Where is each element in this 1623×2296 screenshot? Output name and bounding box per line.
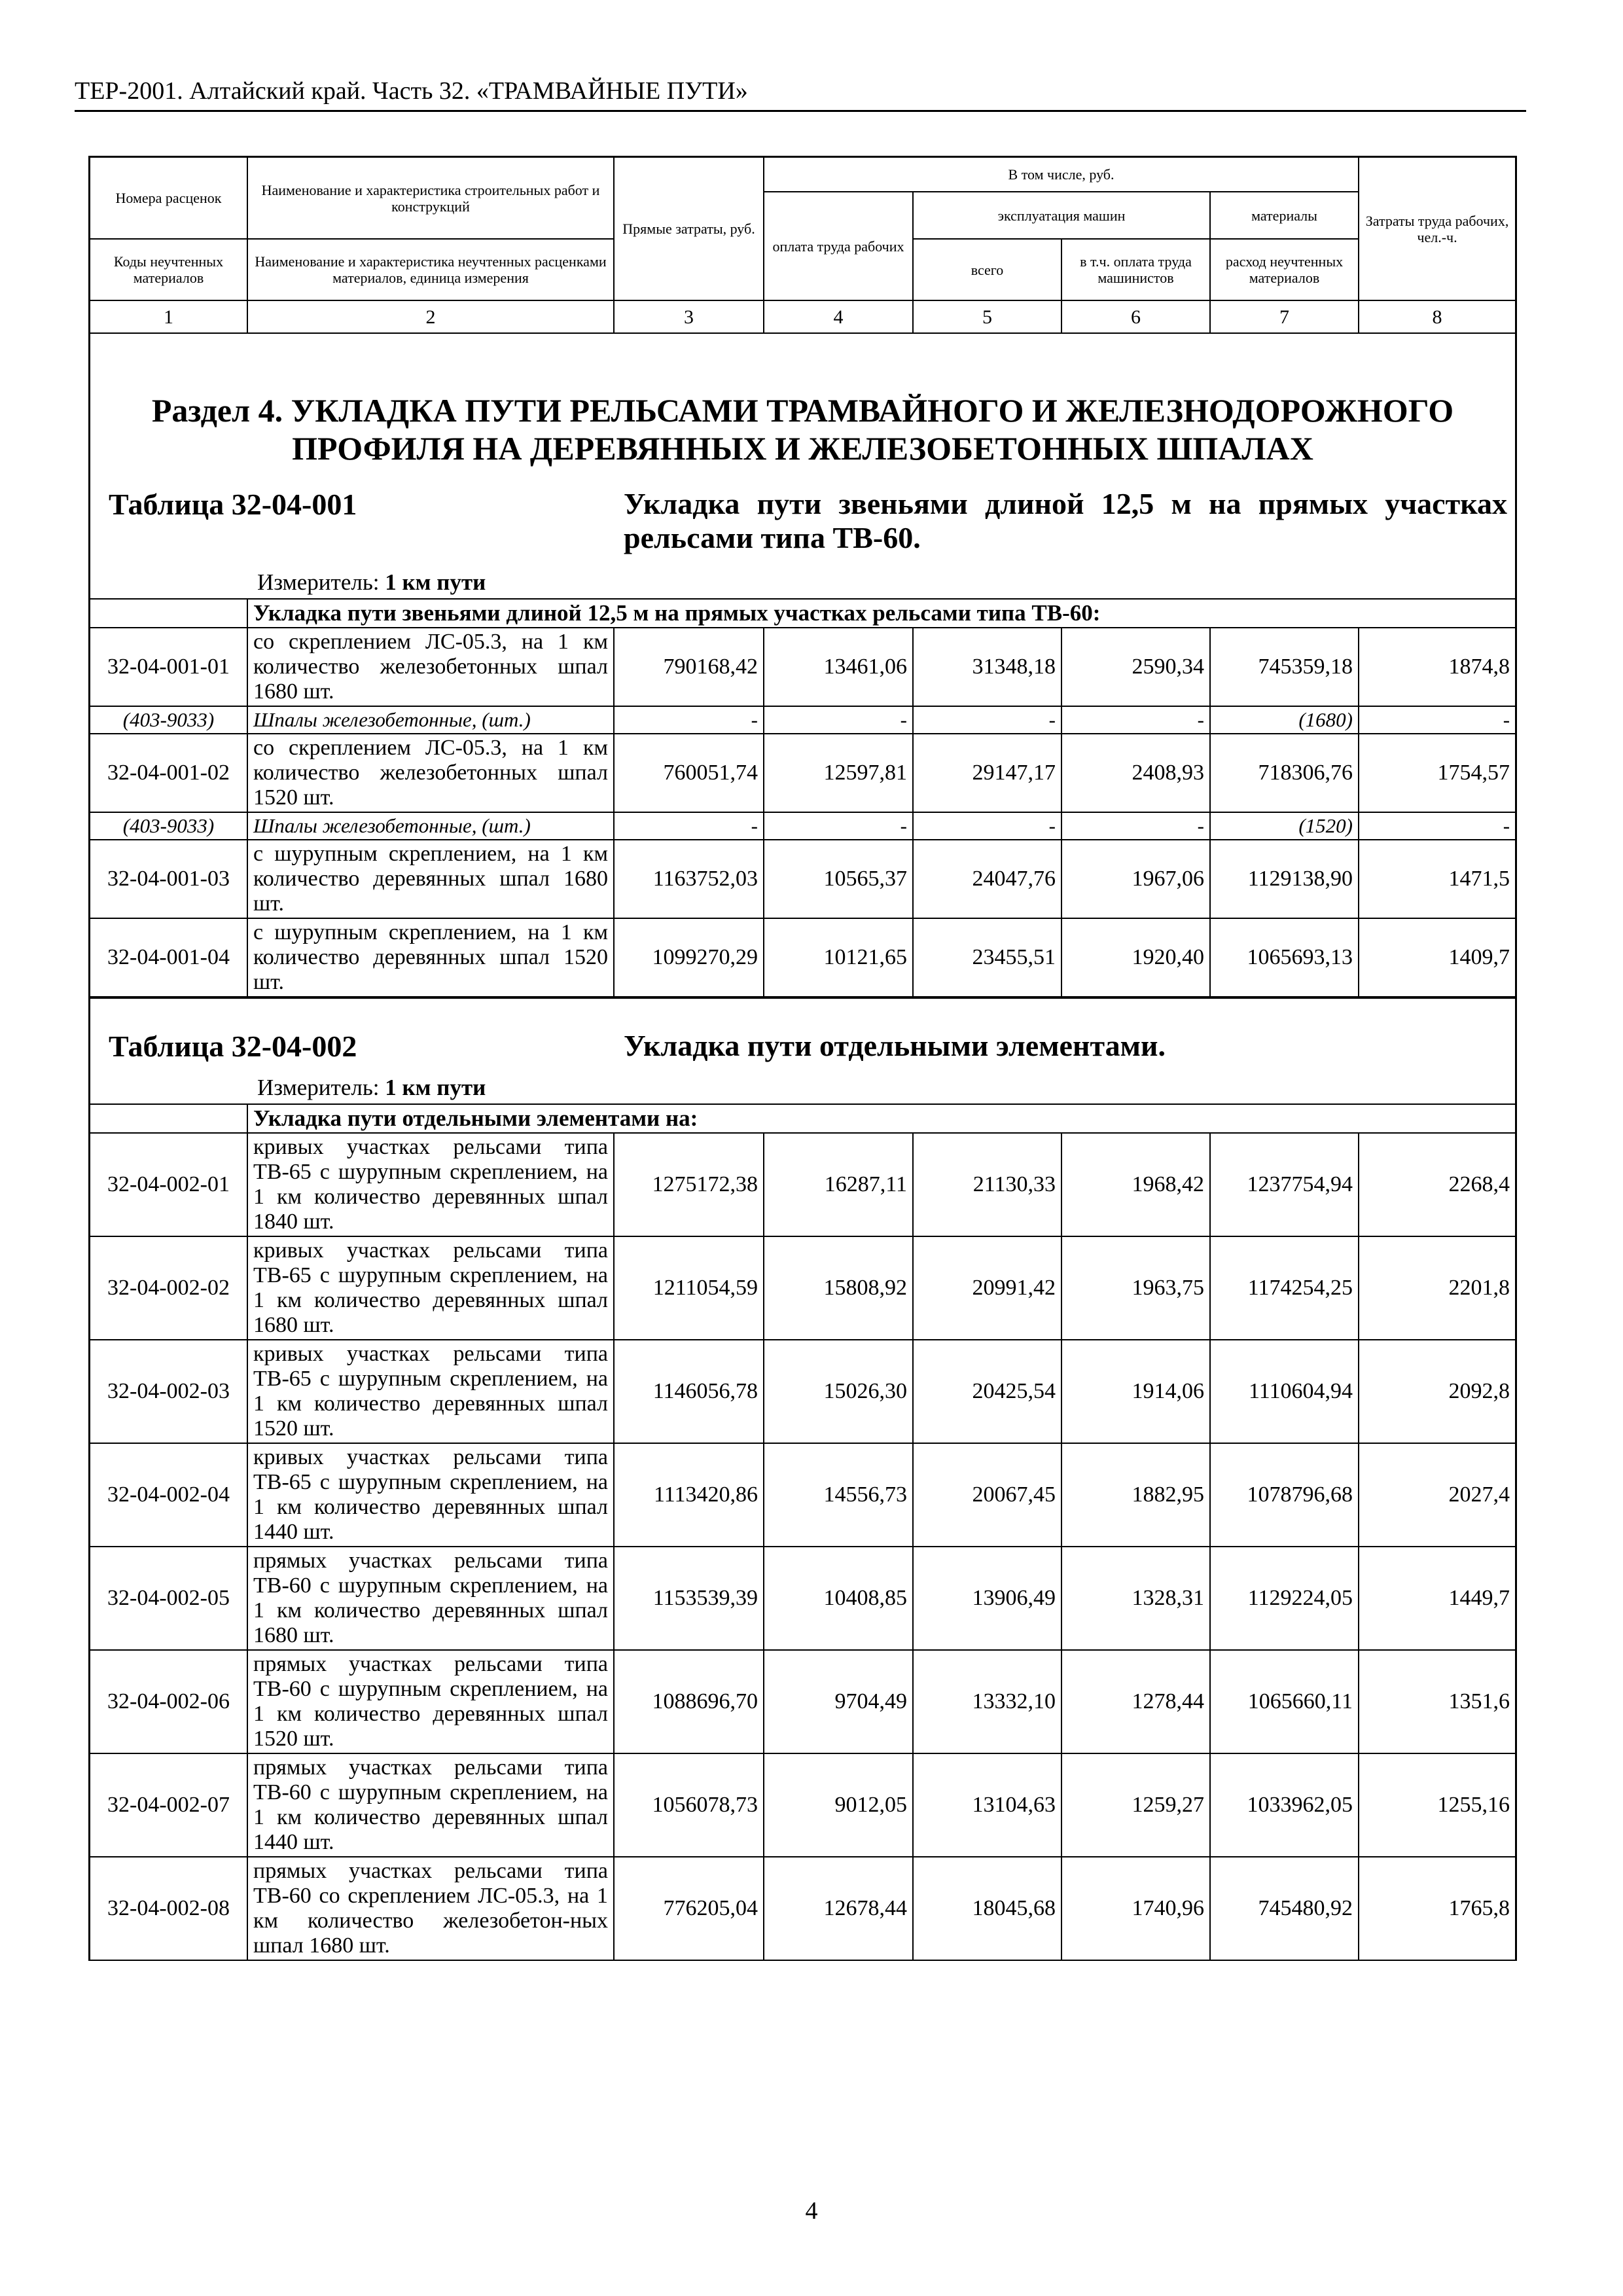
value-c6: 1259,27	[1061, 1753, 1210, 1857]
col-1-top-header: Номера расценок	[90, 158, 247, 239]
table-2-description: Укладка пути отдельными элементами.	[624, 1029, 1166, 1062]
work-description: со скреплением ЛС-05.3, на 1 км количество железобетонных шпал 1520 шт.	[247, 734, 614, 812]
value-c4: 14556,73	[764, 1443, 913, 1547]
value-c6: 1882,95	[1061, 1443, 1210, 1547]
rate-code: 32-04-001-03	[90, 840, 247, 918]
value-c7: 718306,76	[1210, 734, 1359, 812]
rate-code: 32-04-002-08	[90, 1857, 247, 1960]
rate-code: 32-04-001-02	[90, 734, 247, 812]
value-c5: 21130,33	[913, 1133, 1061, 1236]
value-c8: 2027,4	[1359, 1443, 1515, 1547]
col-3-header: Прямые затраты, руб.	[614, 158, 764, 300]
table-2-heading	[90, 997, 1515, 1103]
page-number: 4	[805, 2197, 818, 2225]
value-c4: 10121,65	[764, 918, 913, 997]
value-c5: 20425,54	[913, 1340, 1061, 1443]
col-number: 5	[913, 300, 1061, 333]
value-c6: 1914,06	[1061, 1340, 1210, 1443]
rate-row	[90, 1753, 1515, 1857]
value-c8: 1409,7	[1359, 918, 1515, 997]
work-description: с шурупным скреплением, на 1 км количество деревянных шпал 1680 шт.	[247, 840, 614, 918]
value-c8: 1471,5	[1359, 840, 1515, 918]
rate-code: 32-04-002-05	[90, 1547, 247, 1650]
value-c5: 24047,76	[913, 840, 1061, 918]
material-c8: -	[1359, 812, 1515, 840]
materials-header: материалы	[1210, 192, 1359, 239]
material-code: (403-9033)	[90, 706, 247, 734]
value-c6: 1968,42	[1061, 1133, 1210, 1236]
col-8-header: Затраты труда рабочих, чел.-ч.	[1359, 158, 1515, 300]
col-7-header: расход неучтенных материалов	[1210, 239, 1359, 300]
rate-row	[90, 1650, 1515, 1753]
col-2-top-header: Наименование и характеристика строительных работ и конструкций	[247, 158, 614, 239]
value-c5: 20067,45	[913, 1443, 1061, 1547]
col-1-bottom-header: Коды неучтенных материалов	[90, 239, 247, 300]
rates-sheet	[88, 156, 1517, 1961]
value-c8: 2268,4	[1359, 1133, 1515, 1236]
value-c8: 1449,7	[1359, 1547, 1515, 1650]
value-c6: 1740,96	[1061, 1857, 1210, 1960]
table-2	[90, 1103, 1515, 1961]
value-c4: 10408,85	[764, 1547, 913, 1650]
material-c7: (1680)	[1210, 706, 1359, 734]
including-header: В том числе, руб.	[764, 158, 1359, 192]
value-c4: 16287,11	[764, 1133, 913, 1236]
value-c8: 1351,6	[1359, 1650, 1515, 1753]
value-c3: 1056078,73	[614, 1753, 764, 1857]
rate-code: 32-04-002-01	[90, 1133, 247, 1236]
value-c3: 1275172,38	[614, 1133, 764, 1236]
value-c7: 1033962,05	[1210, 1753, 1359, 1857]
work-description: кривых участках рельсами типа ТВ-65 с шурупным скреплением, на 1 км количество деревянных шпал 1680 шт.	[247, 1236, 614, 1340]
col-number: 3	[614, 300, 764, 333]
value-c6: 2590,34	[1061, 628, 1210, 706]
col-6-header: в т.ч. оплата труда машинистов	[1061, 239, 1210, 300]
value-c7: 745480,92	[1210, 1857, 1359, 1960]
work-description: кривых участках рельсами типа ТВ-65 с шурупным скреплением, на 1 км количество деревянных шпал 1440 шт.	[247, 1443, 614, 1547]
value-c8: 1765,8	[1359, 1857, 1515, 1960]
col-number: 4	[764, 300, 913, 333]
col-5-header: всего	[913, 239, 1061, 300]
work-description: прямых участках рельсами типа ТВ-60 с шурупным скреплением, на 1 км количество деревянных шпал 1520 шт.	[247, 1650, 614, 1753]
value-c7: 1174254,25	[1210, 1236, 1359, 1340]
table-2-group-title: Укладка пути отдельными элементами на:	[247, 1104, 1515, 1133]
meter-label: Измеритель:	[257, 569, 380, 595]
machines-header: эксплуатация машин	[913, 192, 1210, 239]
value-c6: 1967,06	[1061, 840, 1210, 918]
value-c7: 1078796,68	[1210, 1443, 1359, 1547]
table-2-meter	[257, 1075, 486, 1101]
material-c4: -	[764, 812, 913, 840]
value-c7: 1237754,94	[1210, 1133, 1359, 1236]
value-c5: 18045,68	[913, 1857, 1061, 1960]
section-title: Раздел 4. УКЛАДКА ПУТИ РЕЛЬСАМИ ТРАМВАЙНОГО И ЖЕЛЕЗНОДОРОЖНОГО ПРОФИЛЯ НА ДЕРЕВЯННЫХ И ЖЕЛЕЗОБЕТОННЫХ ШПАЛАХ	[151, 392, 1454, 467]
page-header: ТЕР-2001. Алтайский край. Часть 32. «ТРАМВАЙНЫЕ ПУТИ»	[75, 75, 1526, 112]
value-c5: 20991,42	[913, 1236, 1061, 1340]
value-c4: 12597,81	[764, 734, 913, 812]
material-c5: -	[913, 812, 1061, 840]
value-c4: 15026,30	[764, 1340, 913, 1443]
value-c3: 760051,74	[614, 734, 764, 812]
col-number: 6	[1061, 300, 1210, 333]
material-c6: -	[1061, 706, 1210, 734]
value-c8: 1255,16	[1359, 1753, 1515, 1857]
value-c6: 2408,93	[1061, 734, 1210, 812]
work-description: кривых участках рельсами типа ТВ-65 с шурупным скреплением, на 1 км количество деревянных шпал 1520 шт.	[247, 1340, 614, 1443]
material-name: Шпалы железобетонные, (шт.)	[247, 812, 614, 840]
col-number: 2	[247, 300, 614, 333]
rate-row	[90, 628, 1515, 706]
value-c4: 13461,06	[764, 628, 913, 706]
col-number: 7	[1210, 300, 1359, 333]
material-c8: -	[1359, 706, 1515, 734]
resource-row	[90, 706, 1515, 734]
table-2-name: Таблица 32-04-002	[109, 1030, 357, 1063]
rate-row	[90, 1857, 1515, 1960]
table-1-meter	[257, 569, 486, 596]
value-c3: 1113420,86	[614, 1443, 764, 1547]
value-c7: 1065660,11	[1210, 1650, 1359, 1753]
rate-code: 32-04-002-04	[90, 1443, 247, 1547]
value-c7: 1110604,94	[1210, 1340, 1359, 1443]
col-4-header: оплата труда рабочих	[764, 192, 913, 300]
work-description: с шурупным скреплением, на 1 км количество деревянных шпал 1520 шт.	[247, 918, 614, 997]
value-c8: 1874,8	[1359, 628, 1515, 706]
value-c8: 2201,8	[1359, 1236, 1515, 1340]
value-c5: 31348,18	[913, 628, 1061, 706]
value-c5: 13104,63	[913, 1753, 1061, 1857]
value-c3: 776205,04	[614, 1857, 764, 1960]
work-description: прямых участках рельсами типа ТВ-60 со скреплением ЛС-05.3, на 1 км количество железобетон-ных шпал 1680 шт.	[247, 1857, 614, 1960]
value-c7: 1129138,90	[1210, 840, 1359, 918]
material-c6: -	[1061, 812, 1210, 840]
value-c7: 1065693,13	[1210, 918, 1359, 997]
material-c3: -	[614, 812, 764, 840]
work-description: со скреплением ЛС-05.3, на 1 км количество железобетонных шпал 1680 шт.	[247, 628, 614, 706]
group-code-cell	[90, 1104, 247, 1133]
value-c5: 13906,49	[913, 1547, 1061, 1650]
value-c5: 29147,17	[913, 734, 1061, 812]
rate-code: 32-04-002-02	[90, 1236, 247, 1340]
value-c6: 1963,75	[1061, 1236, 1210, 1340]
rate-code: 32-04-001-01	[90, 628, 247, 706]
value-c5: 23455,51	[913, 918, 1061, 997]
table-1-name: Таблица 32-04-001	[109, 488, 357, 521]
rate-row	[90, 1236, 1515, 1340]
rate-code: 32-04-002-07	[90, 1753, 247, 1857]
value-c3: 1163752,03	[614, 840, 764, 918]
material-c3: -	[614, 706, 764, 734]
work-description: прямых участках рельсами типа ТВ-60 с шурупным скреплением, на 1 км количество деревянных шпал 1680 шт.	[247, 1547, 614, 1650]
value-c3: 1153539,39	[614, 1547, 764, 1650]
rate-row	[90, 1340, 1515, 1443]
table-1-heading	[90, 487, 1515, 598]
rate-row	[90, 1547, 1515, 1650]
value-c3: 790168,42	[614, 628, 764, 706]
resource-row	[90, 812, 1515, 840]
value-c6: 1278,44	[1061, 1650, 1210, 1753]
value-c4: 10565,37	[764, 840, 913, 918]
work-description: прямых участках рельсами типа ТВ-60 с шурупным скреплением, на 1 км количество деревянных шпал 1440 шт.	[247, 1753, 614, 1857]
material-c4: -	[764, 706, 913, 734]
value-c3: 1099270,29	[614, 918, 764, 997]
rate-code: 32-04-002-06	[90, 1650, 247, 1753]
table-1	[90, 598, 1515, 997]
table-1-group-title: Укладка пути звеньями длиной 12,5 м на прямых участках рельсами типа ТВ-60:	[247, 599, 1515, 628]
value-c4: 9012,05	[764, 1753, 913, 1857]
meter-value: 1 км пути	[385, 569, 486, 595]
rate-row	[90, 734, 1515, 812]
value-c4: 15808,92	[764, 1236, 913, 1340]
value-c3: 1088696,70	[614, 1650, 764, 1753]
value-c6: 1920,40	[1061, 918, 1210, 997]
value-c4: 9704,49	[764, 1650, 913, 1753]
rate-row	[90, 918, 1515, 997]
value-c5: 13332,10	[913, 1650, 1061, 1753]
column-header-table	[90, 158, 1515, 334]
material-c7: (1520)	[1210, 812, 1359, 840]
rate-code: 32-04-001-04	[90, 918, 247, 997]
group-code-cell	[90, 599, 247, 628]
value-c6: 1328,31	[1061, 1547, 1210, 1650]
rate-code: 32-04-002-03	[90, 1340, 247, 1443]
material-code: (403-9033)	[90, 812, 247, 840]
meter-label: Измеритель:	[257, 1075, 380, 1100]
material-c5: -	[913, 706, 1061, 734]
value-c7: 745359,18	[1210, 628, 1359, 706]
meter-value: 1 км пути	[385, 1075, 486, 1100]
work-description: кривых участках рельсами типа ТВ-65 с шурупным скреплением, на 1 км количество деревянных шпал 1840 шт.	[247, 1133, 614, 1236]
rate-row	[90, 840, 1515, 918]
rate-row	[90, 1133, 1515, 1236]
material-name: Шпалы железобетонные, (шт.)	[247, 706, 614, 734]
value-c3: 1146056,78	[614, 1340, 764, 1443]
col-2-bottom-header: Наименование и характеристика неучтенных расценками материалов, единица измерения	[247, 239, 614, 300]
value-c8: 2092,8	[1359, 1340, 1515, 1443]
value-c3: 1211054,59	[614, 1236, 764, 1340]
value-c4: 12678,44	[764, 1857, 913, 1960]
col-number: 8	[1359, 300, 1515, 333]
value-c8: 1754,57	[1359, 734, 1515, 812]
rate-row	[90, 1443, 1515, 1547]
table-1-description: Укладка пути звеньями длиной 12,5 м на прямых участках рельсами типа ТВ-60.	[624, 487, 1507, 554]
value-c7: 1129224,05	[1210, 1547, 1359, 1650]
col-number: 1	[90, 300, 247, 333]
